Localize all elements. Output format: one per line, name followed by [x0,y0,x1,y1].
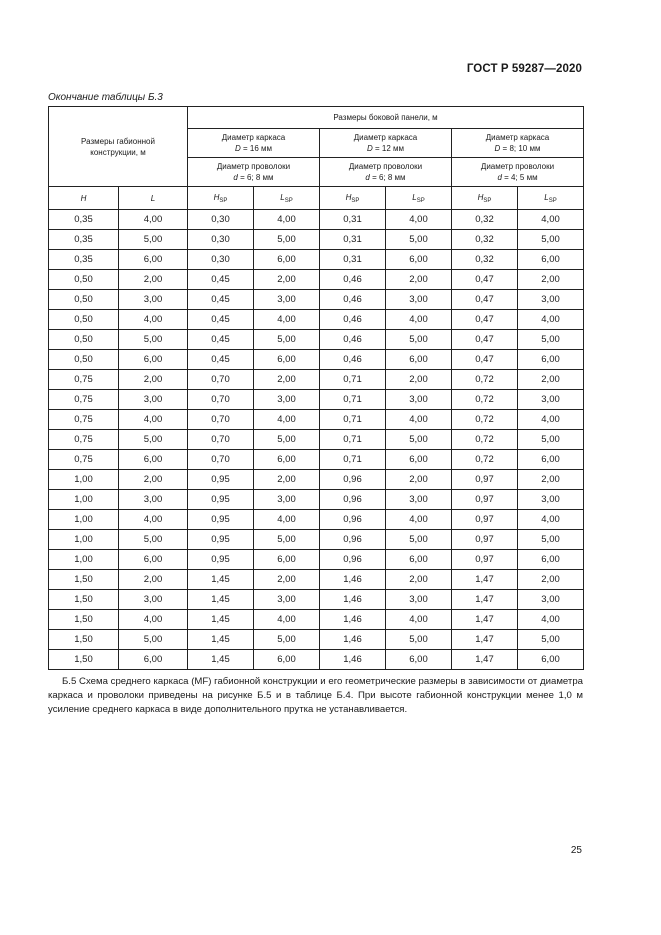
table-cell: 3,00 [254,290,320,310]
table-cell: 4,00 [518,510,584,530]
table-cell: 5,00 [254,530,320,550]
table-cell: 0,32 [452,230,518,250]
table-cell: 1,46 [320,630,386,650]
table-cell: 2,00 [119,270,188,290]
table-cell: 3,00 [254,590,320,610]
frame-diameter-var: D [234,144,241,153]
wire-diameter-value [188,172,319,183]
col-header-lsp-subscript: SP [416,197,425,204]
col-header-hsp-subscript: SP [219,197,228,204]
table-cell: 0,97 [452,530,518,550]
table-cell: 6,00 [254,350,320,370]
table-cell: 0,95 [188,530,254,550]
col-header-hsp [452,187,518,210]
col-header-hsp-letter: H [345,192,352,202]
table-cell: 1,50 [49,610,119,630]
table-cell: 5,00 [518,330,584,350]
table-cell: 2,00 [254,270,320,290]
frame-diameter-var: D [366,144,373,153]
table-cell: 1,47 [452,650,518,670]
table-cell: 1,50 [49,650,119,670]
table-cell: 0,95 [188,490,254,510]
table-cell: 0,35 [49,210,119,230]
wire-diameter-value [320,172,451,183]
table-cell: 6,00 [386,350,452,370]
wire-diameter-var: d [365,173,370,182]
table-row [49,470,584,490]
table-cell: 3,00 [386,590,452,610]
table-cell: 2,00 [119,470,188,490]
table-cell: 4,00 [119,610,188,630]
table-cell: 2,00 [518,570,584,590]
wire-diameter-var: d [233,173,238,182]
table-cell: 3,00 [119,590,188,610]
table-cell: 5,00 [254,430,320,450]
table-cell: 2,00 [518,270,584,290]
table-cell: 2,00 [119,370,188,390]
table-cell: 6,00 [119,650,188,670]
table-cell: 1,46 [320,610,386,630]
table-cell: 4,00 [254,310,320,330]
table-row [49,230,584,250]
table-cell: 0,97 [452,550,518,570]
table-cell: 4,00 [254,510,320,530]
table-cell: 3,00 [254,490,320,510]
table-row [49,630,584,650]
table-cell: 0,95 [188,510,254,530]
table-row [49,650,584,670]
table-cell: 0,46 [320,310,386,330]
table-cell: 0,72 [452,430,518,450]
table-cell: 1,50 [49,570,119,590]
table-cell: 0,46 [320,330,386,350]
table-cell: 0,30 [188,230,254,250]
table-cell: 6,00 [518,350,584,370]
table-cell: 0,70 [188,430,254,450]
table-cell: 0,72 [452,370,518,390]
table-cell: 0,47 [452,310,518,330]
table-cell: 3,00 [386,390,452,410]
table-cell: 6,00 [119,250,188,270]
table-cell: 0,70 [188,410,254,430]
table-cell: 4,00 [254,210,320,230]
frame-diameter-amount: = 8; 10 мм [500,144,541,153]
table-cell: 1,46 [320,570,386,590]
table-cell: 0,75 [49,430,119,450]
col-header-l-letter: L [150,193,156,203]
wire-diameter-amount: = 6; 8 мм [369,173,406,182]
wire-diameter-amount: = 4; 5 мм [501,173,538,182]
table-row [49,410,584,430]
table-cell: 1,50 [49,590,119,610]
table-cell: 0,45 [188,310,254,330]
table-cell: 3,00 [518,590,584,610]
table-cell: 1,45 [188,650,254,670]
table-cell: 4,00 [386,510,452,530]
dimensions-table [48,106,584,670]
page-number: 25 [570,845,582,856]
table-cell: 0,46 [320,290,386,310]
table-cell: 1,45 [188,610,254,630]
table-row [49,430,584,450]
table-cell: 0,45 [188,350,254,370]
table-cell: 5,00 [518,430,584,450]
table-cell: 3,00 [119,490,188,510]
table-cell: 1,46 [320,590,386,610]
table-cell: 6,00 [254,650,320,670]
wire-diameter-label: Диаметр проволоки [480,162,555,171]
table-cell: 4,00 [386,410,452,430]
table-cell: 0,95 [188,550,254,570]
table-cell: 0,71 [320,450,386,470]
table-cell: 4,00 [119,210,188,230]
table-row [49,590,584,610]
table-cell: 0,46 [320,270,386,290]
table-cell: 0,96 [320,470,386,490]
table-cell: 5,00 [119,530,188,550]
table-cell: 0,96 [320,530,386,550]
table-row [49,270,584,290]
table-cell: 0,31 [320,210,386,230]
table-cell: 1,00 [49,490,119,510]
table-cell: 3,00 [386,290,452,310]
col-header-h [49,187,119,210]
col-header-hsp [320,187,386,210]
table-cell: 0,32 [452,250,518,270]
table-cell: 3,00 [254,390,320,410]
table-cell: 0,75 [49,370,119,390]
wire-diameter-label: Диаметр проволоки [216,162,291,171]
table-cell: 1,00 [49,550,119,570]
table-cell: 6,00 [119,350,188,370]
table-cell: 6,00 [254,450,320,470]
table-cell: 2,00 [386,370,452,390]
table-cell: 5,00 [254,230,320,250]
table-cell: 0,50 [49,310,119,330]
table-cell: 5,00 [518,630,584,650]
col-header-lsp-letter: L [544,192,549,202]
table-cell: 6,00 [518,550,584,570]
table-cell: 5,00 [119,430,188,450]
table-cell: 0,45 [188,270,254,290]
table-cell: 2,00 [254,370,320,390]
table-cell: 4,00 [386,210,452,230]
table-cell: 1,50 [49,630,119,650]
frame-diameter-amount: = 16 мм [240,144,273,153]
table-cell: 3,00 [119,290,188,310]
table-cell: 4,00 [386,610,452,630]
table-cell: 0,50 [49,290,119,310]
table-cell: 3,00 [119,390,188,410]
table-row [49,450,584,470]
table-cell: 1,00 [49,510,119,530]
table-cell: 0,45 [188,290,254,310]
col-header-hsp-letter: H [477,192,484,202]
col-header-lsp-letter: L [280,192,285,202]
table-row [49,550,584,570]
table-cell: 0,97 [452,490,518,510]
table-cell: 1,46 [320,650,386,670]
col-header-hsp [188,187,254,210]
col-header-hsp-letter: H [213,192,220,202]
header-panel-size: Размеры боковой панели, м [188,107,584,129]
frame-diameter-amount: = 12 мм [372,144,405,153]
table-cell: 0,47 [452,290,518,310]
table-row [49,530,584,550]
table-cell: 6,00 [254,550,320,570]
wire-diameter-label: Диаметр проволоки [348,162,423,171]
table-cell: 6,00 [386,650,452,670]
table-cell: 0,72 [452,410,518,430]
table-cell: 0,71 [320,410,386,430]
header-frame-diameter-0 [188,129,320,158]
header-wire-diameter-1 [320,158,452,187]
frame-diameter-label: Диаметр каркаса [221,133,286,142]
table-cell: 0,47 [452,350,518,370]
document-code: ГОСТ Р 59287—2020 [466,63,582,75]
table-cell: 0,30 [188,210,254,230]
col-header-hsp-subscript: SP [351,197,360,204]
col-header-lsp [518,187,584,210]
table-cell: 5,00 [119,230,188,250]
table-caption: Окончание таблицы Б.3 [48,92,163,103]
table-cell: 5,00 [386,530,452,550]
table-cell: 0,71 [320,390,386,410]
table-cell: 1,45 [188,570,254,590]
table-cell: 0,31 [320,250,386,270]
table-cell: 0,97 [452,470,518,490]
table-cell: 5,00 [386,330,452,350]
table-cell: 0,50 [49,330,119,350]
table-cell: 2,00 [254,470,320,490]
table-cell: 4,00 [518,410,584,430]
table-cell: 0,70 [188,390,254,410]
frame-diameter-label: Диаметр каркаса [353,133,418,142]
table-cell: 6,00 [254,250,320,270]
table-cell: 1,45 [188,590,254,610]
table-cell: 5,00 [119,630,188,650]
wire-diameter-amount: = 6; 8 мм [237,173,274,182]
table-cell: 0,75 [49,450,119,470]
table-cell: 2,00 [518,370,584,390]
table-cell: 0,71 [320,370,386,390]
table-cell: 0,72 [452,450,518,470]
frame-diameter-label: Диаметр каркаса [485,133,550,142]
table-cell: 5,00 [119,330,188,350]
table-row [49,610,584,630]
table-cell: 0,47 [452,270,518,290]
table-cell: 2,00 [386,570,452,590]
header-wire-diameter-0 [188,158,320,187]
table-cell: 1,00 [49,470,119,490]
table-cell: 3,00 [386,490,452,510]
table-cell: 0,75 [49,410,119,430]
table-cell: 0,31 [320,230,386,250]
table-cell: 0,30 [188,250,254,270]
table-cell: 4,00 [254,410,320,430]
table-cell: 4,00 [119,410,188,430]
table-cell: 0,75 [49,390,119,410]
table-cell: 0,70 [188,450,254,470]
table-cell: 1,00 [49,530,119,550]
table-cell: 3,00 [518,290,584,310]
table-cell: 6,00 [518,250,584,270]
table-row [49,490,584,510]
header-frame-diameter-1 [320,129,452,158]
table-row [49,330,584,350]
table-cell: 4,00 [254,610,320,630]
table-cell: 0,50 [49,350,119,370]
table-cell: 5,00 [386,230,452,250]
col-header-lsp [386,187,452,210]
header-structure-size [49,107,188,187]
header-wire-diameter-2 [452,158,584,187]
table-cell: 1,47 [452,610,518,630]
col-header-hsp-subscript: SP [483,197,492,204]
table-cell: 0,96 [320,510,386,530]
table-cell: 0,32 [452,210,518,230]
table-row [49,390,584,410]
table-cell: 4,00 [518,610,584,630]
table-cell: 0,45 [188,330,254,350]
table-cell: 0,46 [320,350,386,370]
table-row [49,290,584,310]
table-cell: 1,45 [188,630,254,650]
table-cell: 1,47 [452,590,518,610]
col-header-h-letter: H [80,193,87,203]
wire-diameter-value [452,172,583,183]
paragraph-b5: Б.5 Схема среднего каркаса (MF) габионной конструкции и его геометрические размеры в зависимости от диаметра каркаса и проволоки приведены на рисунке Б.5 и в таблице Б.4. При высоте габионной конструкции менее 1,0 м усиление среднего каркаса в виде дополнительного прутка не устанавливается. [48,676,583,715]
table-cell: 6,00 [386,550,452,570]
frame-diameter-value [320,143,451,154]
table-cell: 2,00 [119,570,188,590]
table-row [49,570,584,590]
table-cell: 4,00 [386,310,452,330]
table-cell: 4,00 [518,210,584,230]
table-cell: 5,00 [386,630,452,650]
frame-diameter-value [452,143,583,154]
table-cell: 5,00 [518,230,584,250]
table-row [49,370,584,390]
frame-diameter-value [188,143,319,154]
table-row [49,510,584,530]
table-row [49,310,584,330]
col-header-lsp [254,187,320,210]
table-cell: 4,00 [518,310,584,330]
table-cell: 0,72 [452,390,518,410]
table-cell: 0,70 [188,370,254,390]
table-cell: 5,00 [386,430,452,450]
table-cell: 2,00 [254,570,320,590]
table-cell: 6,00 [518,450,584,470]
table-row [49,210,584,230]
table-cell: 0,35 [49,230,119,250]
table-cell: 5,00 [254,630,320,650]
table-cell: 1,47 [452,570,518,590]
table-cell: 0,50 [49,270,119,290]
frame-diameter-var: D [494,144,501,153]
table-cell: 0,35 [49,250,119,270]
table-cell: 6,00 [119,550,188,570]
table-cell: 5,00 [518,530,584,550]
table-cell: 0,71 [320,430,386,450]
table-cell: 5,00 [254,330,320,350]
table-cell: 4,00 [119,510,188,530]
table-row [49,250,584,270]
table-cell: 2,00 [386,270,452,290]
table-cell: 6,00 [119,450,188,470]
col-header-lsp-letter: L [412,192,417,202]
table-cell: 6,00 [518,650,584,670]
table-cell: 1,47 [452,630,518,650]
table-cell: 0,95 [188,470,254,490]
col-header-l [119,187,188,210]
table-cell: 2,00 [518,470,584,490]
table-cell: 6,00 [386,250,452,270]
table-cell: 2,00 [386,470,452,490]
header-frame-diameter-2 [452,129,584,158]
wire-diameter-var: d [497,173,502,182]
table-cell: 3,00 [518,490,584,510]
col-header-lsp-subscript: SP [548,197,557,204]
table-cell: 0,97 [452,510,518,530]
table-cell: 0,96 [320,550,386,570]
table-cell: 0,96 [320,490,386,510]
table-cell: 3,00 [518,390,584,410]
col-header-lsp-subscript: SP [284,197,293,204]
table-row [49,350,584,370]
header-structure-size-text: Размеры габионной конструкции, м [81,136,155,157]
table-cell: 0,47 [452,330,518,350]
table-cell: 6,00 [386,450,452,470]
table-cell: 4,00 [119,310,188,330]
